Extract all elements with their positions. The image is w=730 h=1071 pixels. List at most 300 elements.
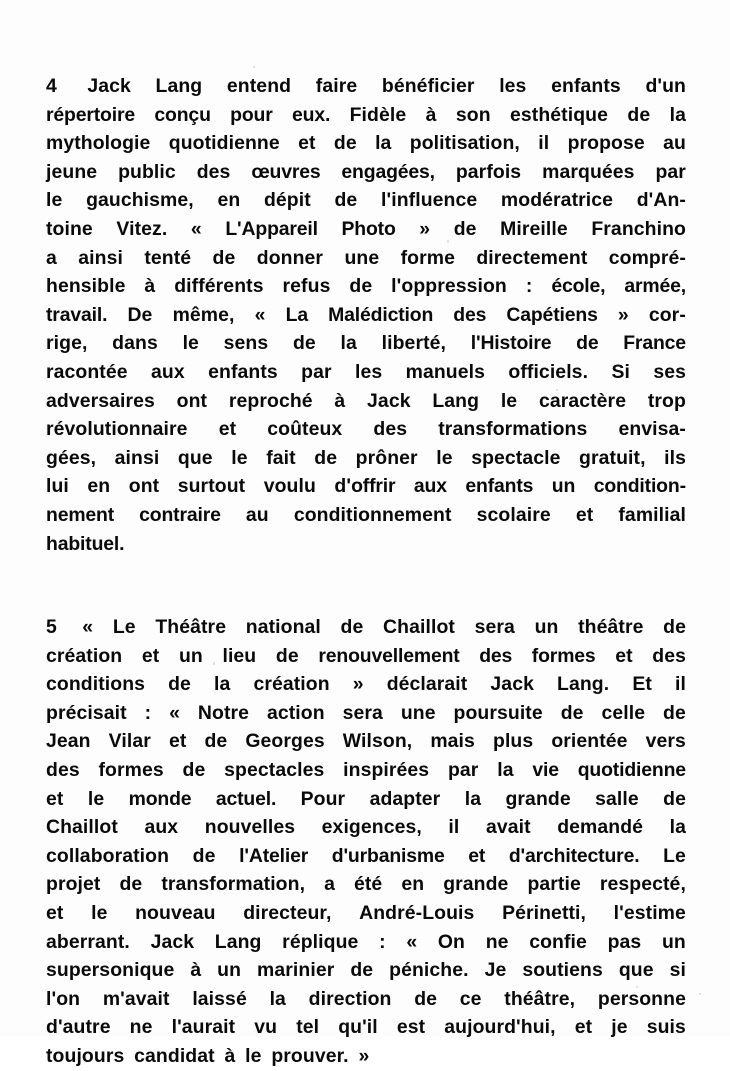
word: Fidèle (349, 103, 407, 126)
word: trop (647, 389, 686, 412)
word: l'oppression (391, 275, 507, 298)
word: hensible (46, 275, 126, 298)
word: de (168, 673, 191, 696)
word: de (560, 701, 584, 724)
word: des (196, 160, 231, 183)
word: théâtre (578, 616, 644, 639)
text-line (46, 72, 686, 101)
word: de (212, 246, 236, 269)
word: un (661, 930, 686, 953)
word: celle (601, 701, 646, 724)
word: ne (129, 1016, 153, 1039)
word: le (46, 189, 63, 212)
text-line (46, 186, 686, 215)
emphasis-word: armée, (624, 275, 686, 298)
emphasis-word: d'urbanisme (331, 844, 445, 867)
word: le (91, 902, 108, 925)
word: de (349, 275, 373, 298)
word: prôner (355, 446, 418, 469)
word: que (177, 446, 213, 469)
word: le (500, 389, 518, 412)
word: à (144, 275, 156, 298)
word: scolaire (476, 503, 551, 526)
emphasis-word: des (453, 303, 487, 326)
text-line (46, 329, 686, 358)
word: prouver. (271, 1045, 349, 1067)
word: spectacles (224, 759, 325, 782)
word: Lang (432, 389, 480, 412)
word: » (419, 217, 431, 240)
word: la (214, 673, 231, 696)
word: Jack (150, 930, 195, 953)
word: péniche. (389, 959, 469, 982)
word: « (254, 303, 266, 326)
word: racontée (46, 360, 128, 383)
word: dépit (263, 189, 311, 212)
word: Georges (245, 730, 325, 753)
word: il (538, 132, 550, 155)
word: un (217, 959, 242, 982)
word: ce (459, 987, 482, 1010)
emphasis-word: actuel. (215, 787, 277, 810)
word: cor- (648, 303, 686, 326)
emphasis-word: eux. (292, 103, 331, 126)
text-line (46, 956, 686, 985)
word: Lang (214, 930, 262, 953)
word: rige, (46, 332, 88, 355)
word: une (400, 701, 436, 724)
word: été (353, 873, 383, 896)
emphasis-word: conçu (154, 103, 211, 126)
word: : (525, 275, 533, 298)
word: l'influence (381, 189, 478, 212)
word: ses (653, 360, 686, 383)
scan-speckle (699, 993, 701, 995)
word: nouveau (135, 902, 216, 925)
text-line (46, 272, 686, 301)
word: Chaillot (383, 616, 455, 639)
text-line (46, 642, 686, 671)
emphasis-word: 4 (46, 75, 57, 97)
word-mixed-weight: d'offrir (334, 475, 396, 498)
emphasis-word: condition- (593, 475, 686, 498)
word: coûteux (267, 418, 343, 441)
text-line (46, 129, 686, 158)
page-body-text (46, 72, 686, 1071)
word: public (118, 160, 176, 183)
word: gées, (46, 446, 97, 469)
word: d'autre (46, 1016, 111, 1039)
text-line (46, 699, 686, 728)
word: des (46, 759, 80, 782)
emphasis-word: un (551, 475, 576, 498)
word: et (298, 132, 316, 155)
word: je (611, 1016, 628, 1039)
word: formes (98, 759, 164, 782)
word: à (190, 959, 202, 982)
word: grande (443, 873, 509, 896)
word: Périnetti, (502, 902, 587, 925)
word: faire (315, 75, 358, 97)
word: de (275, 644, 299, 667)
word: déclarait (386, 673, 468, 696)
word: précisait (46, 701, 127, 724)
word: action (266, 701, 325, 724)
word: national (245, 616, 321, 639)
word: enfants (551, 75, 621, 97)
word: adapter (369, 787, 441, 810)
text-line (46, 670, 686, 699)
word: a (46, 246, 57, 269)
word: dans (112, 332, 158, 355)
word: Jack (87, 75, 131, 97)
word: toine (46, 217, 93, 240)
word: inspirées (343, 759, 430, 782)
word: aberrant. (46, 930, 130, 953)
word: quotidienne (168, 132, 280, 155)
word: » (352, 673, 364, 696)
word: la (497, 759, 514, 782)
word: et (168, 730, 187, 753)
word: Et (632, 673, 652, 696)
word: marinier (257, 959, 335, 982)
text-line (46, 215, 686, 244)
word: adversaires (46, 389, 155, 412)
word: pas (607, 930, 642, 953)
word: Le (112, 616, 136, 639)
word: au (663, 132, 686, 155)
word: de (627, 103, 651, 126)
word: de (414, 987, 438, 1010)
word: le (245, 1045, 262, 1067)
word: personne (597, 987, 686, 1010)
word: d'un (645, 75, 686, 97)
word: de (453, 217, 477, 240)
word: son (455, 103, 491, 126)
word: marquées (542, 160, 635, 183)
word: lui (46, 475, 69, 498)
word: le (436, 446, 453, 469)
text-line (46, 928, 686, 957)
word: ainsi (78, 246, 123, 269)
word: « (406, 930, 418, 953)
word: création (46, 644, 123, 667)
word: Vilar (108, 730, 151, 753)
word: de (192, 844, 216, 867)
word: directement (476, 246, 588, 269)
word: de (314, 446, 338, 469)
word: aux (151, 360, 185, 383)
word: la (375, 132, 392, 155)
word: parfois (455, 160, 522, 183)
emphasis-word: renouvellement (318, 644, 460, 667)
word: jeune (46, 160, 98, 183)
word: est (396, 1016, 426, 1039)
word: modératrice (500, 189, 614, 212)
word: plus (493, 730, 534, 753)
word: voulu (263, 475, 316, 498)
word: il (448, 816, 460, 839)
word: en (217, 189, 241, 212)
emphasis-word: Photo (341, 217, 396, 240)
word: qu'il (338, 1016, 378, 1039)
word: entend (226, 75, 292, 97)
paragraph (46, 72, 686, 558)
word: Théâtre (155, 616, 227, 639)
word: compré- (608, 246, 686, 269)
word: a (324, 873, 335, 896)
word: d'An- (636, 189, 686, 212)
word: demandé (557, 816, 644, 839)
emphasis-word: œuvres (251, 160, 321, 183)
word: et (46, 902, 64, 925)
word: théâtre, (504, 987, 576, 1010)
word: avait (485, 816, 531, 839)
word: différents (174, 275, 264, 298)
text-line (46, 301, 686, 330)
word: la (464, 787, 482, 810)
emphasis-word: engagées, (341, 160, 435, 183)
word: ont (176, 389, 208, 412)
word: « (169, 701, 180, 724)
word: sens (223, 332, 269, 355)
text-line (46, 813, 686, 842)
word: le (87, 787, 105, 810)
word: de (663, 701, 686, 724)
text-line (46, 899, 686, 928)
word: Lang (155, 75, 203, 97)
word: sera (342, 701, 383, 724)
text-line (46, 101, 686, 130)
word: que (618, 959, 654, 982)
word: en (401, 873, 425, 896)
emphasis-word: des (479, 644, 513, 667)
text-line (46, 472, 686, 501)
word: le (231, 446, 248, 469)
word: Jack (367, 389, 411, 412)
text-line (46, 387, 686, 416)
word: création (253, 673, 330, 696)
word: poursuite (453, 701, 543, 724)
word: spectacle (471, 446, 561, 469)
word: de (182, 759, 206, 782)
word: enfants (208, 360, 278, 383)
word: de (334, 189, 358, 212)
word: et (575, 503, 594, 526)
emphasis-word: répertoire (46, 103, 136, 126)
word: en (87, 475, 111, 498)
emphasis-word: Malédiction (328, 303, 434, 326)
text-line (46, 756, 686, 785)
word: confie (529, 930, 587, 953)
word: familial (618, 503, 686, 526)
word: suis (646, 1016, 686, 1039)
word: « (190, 217, 202, 240)
text-line (46, 985, 686, 1014)
word: bénéficier (381, 75, 475, 97)
word: refus (282, 275, 331, 298)
word: donner (256, 246, 324, 269)
word: Pour (300, 787, 346, 810)
word: des (652, 644, 686, 667)
word: la (669, 816, 686, 839)
word: forme (400, 246, 455, 269)
word: officiels. (508, 360, 589, 383)
word: exigences, (321, 816, 422, 839)
word: gauchisme, (86, 189, 194, 212)
word: et (46, 787, 64, 810)
text-line (46, 444, 686, 473)
emphasis-word: habituel. (46, 532, 125, 555)
word: sera (474, 616, 515, 639)
word: de (333, 132, 357, 155)
word: On (437, 930, 466, 953)
emphasis-word: enfants (465, 475, 534, 498)
word: « (82, 616, 94, 639)
text-line (46, 158, 686, 187)
word: liberté, (381, 332, 447, 355)
word: réplique (282, 930, 359, 953)
word: : (144, 701, 152, 724)
word: l'on (46, 987, 81, 1010)
word: même, (172, 303, 235, 326)
word: partie (527, 873, 581, 896)
word: un (534, 616, 559, 639)
emphasis-word: Capétiens (506, 303, 598, 326)
word: reproché (228, 389, 313, 412)
emphasis-word: nement (46, 503, 115, 526)
word: Wilson, (342, 730, 413, 753)
text-line (46, 1013, 686, 1042)
word: et (574, 1016, 593, 1039)
word: Le (663, 844, 686, 867)
word: ainsi (114, 446, 160, 469)
word: par (447, 759, 479, 782)
word: Si (611, 360, 630, 383)
emphasis-word: La (285, 303, 309, 326)
word: directeur, (243, 902, 332, 925)
word: fait (266, 446, 296, 469)
emphasis-word: et (468, 844, 486, 867)
word: Vitez. (116, 217, 168, 240)
word: de (663, 787, 686, 810)
emphasis-word: aux (413, 475, 447, 498)
word: transformation, (161, 873, 306, 896)
word: transformations (438, 418, 588, 441)
word: direction (308, 987, 392, 1010)
word: politisation, (409, 132, 520, 155)
word: Notre (197, 701, 250, 724)
emphasis-word: contraire (139, 503, 221, 526)
word: à (224, 1045, 236, 1067)
emphasis-word: vie (532, 759, 559, 782)
emphasis-word: pour (230, 103, 273, 126)
word: caractère (538, 389, 627, 412)
word: si (669, 959, 686, 982)
text-line (46, 501, 686, 530)
word: vers (645, 730, 686, 753)
word: mythologie (46, 132, 151, 155)
word: nouvelles (204, 816, 296, 839)
emphasis-word: de (576, 332, 599, 355)
word: par (655, 160, 686, 183)
emphasis-word: France (623, 332, 686, 355)
word: une (344, 246, 380, 269)
word: laissé (192, 987, 247, 1010)
word: surtout (177, 475, 246, 498)
word: ont (128, 475, 160, 498)
word: et (141, 644, 160, 667)
word: Jack (490, 673, 534, 696)
word: : (379, 930, 386, 953)
word: candidat (134, 1045, 215, 1067)
word: gratuit, (579, 446, 646, 469)
word: les (355, 360, 383, 383)
word: De (127, 303, 153, 326)
emphasis-word: L'Appareil (225, 217, 318, 240)
word: la (340, 332, 357, 355)
text-line (46, 727, 686, 756)
emphasis-word: d'architecture. (508, 844, 640, 867)
emphasis-word: l'Histoire (470, 332, 552, 355)
word: les (499, 75, 527, 97)
word: m'avait (102, 987, 170, 1010)
word: de (119, 873, 143, 896)
text-line (46, 842, 686, 871)
text-line (46, 785, 686, 814)
word: mais (430, 730, 475, 753)
word: » (358, 1045, 370, 1067)
word: révolutionnaire (46, 418, 188, 441)
emphasis-word: 5 (46, 616, 57, 639)
word: envisa- (618, 418, 686, 441)
word: la (269, 987, 286, 1010)
word: des (373, 418, 408, 441)
word: conditionnement (293, 503, 452, 526)
word: de (204, 730, 228, 753)
scan-speckle (253, 66, 255, 68)
emphasis-word: monde (128, 787, 192, 810)
word: Lang. (557, 673, 610, 696)
word: et (218, 418, 237, 441)
emphasis-word: quotidienne (577, 759, 686, 782)
word: au (245, 503, 269, 526)
word: de (340, 616, 364, 639)
word: ne (485, 930, 509, 953)
text-line (46, 244, 686, 273)
word: à (425, 103, 437, 126)
word: ils (664, 446, 686, 469)
word: Franchino (591, 217, 686, 240)
word: à (334, 389, 346, 412)
word: manuels (405, 360, 486, 383)
text-line (46, 870, 686, 899)
text-line (46, 530, 686, 559)
text-line (46, 415, 686, 444)
emphasis-word: école, (551, 275, 606, 298)
text-line (46, 1042, 686, 1071)
word: respecté, (599, 873, 686, 896)
word: l'estime (613, 902, 686, 925)
word: propose (567, 132, 645, 155)
text-line (46, 358, 686, 387)
word: toujours (46, 1045, 125, 1067)
word: grande (505, 787, 571, 810)
word: esthétique (510, 103, 608, 126)
word: André-Louis (359, 902, 475, 925)
emphasis-word: formes (531, 644, 596, 667)
paragraph (46, 613, 686, 1071)
